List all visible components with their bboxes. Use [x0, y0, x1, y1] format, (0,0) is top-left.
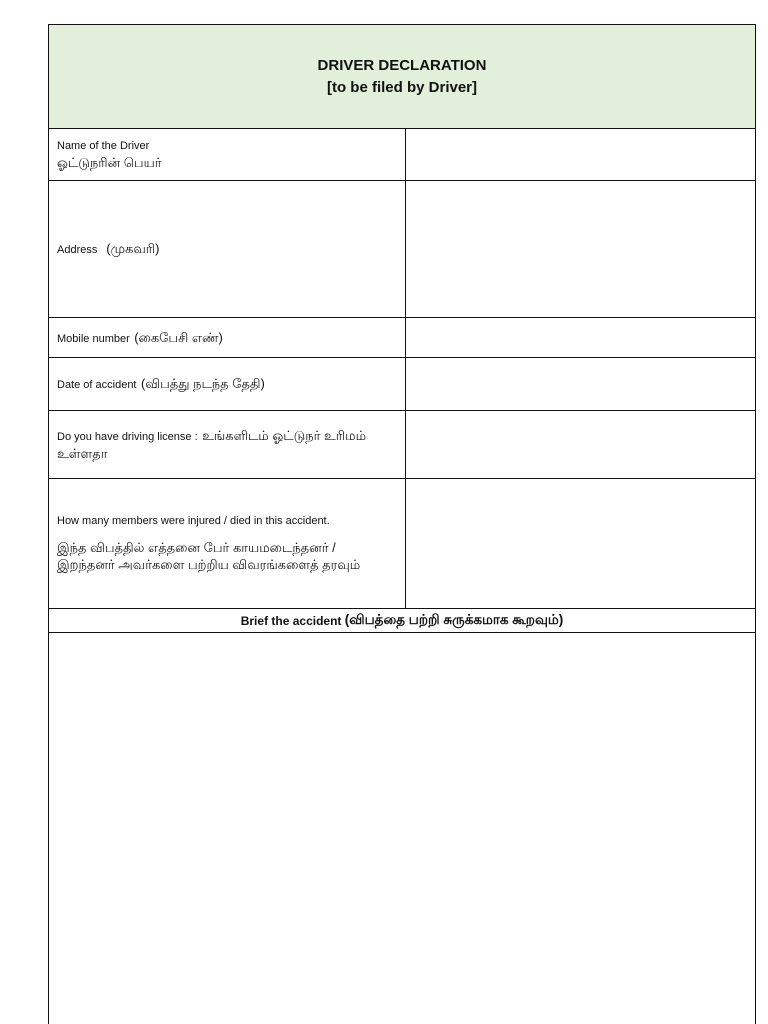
- driver-declaration-form: [48, 24, 756, 1024]
- brief-accident-field[interactable]: [49, 633, 755, 1024]
- row-address: [49, 181, 755, 318]
- casualties-field[interactable]: [406, 479, 755, 608]
- license-label-en: Do you have driving license :: [57, 430, 198, 443]
- brief-accident-header: [49, 609, 755, 633]
- form-title: DRIVER DECLARATION: [317, 56, 487, 74]
- mobile-label: [49, 318, 406, 357]
- mobile-field[interactable]: [406, 318, 755, 357]
- accident-date-field[interactable]: [406, 358, 755, 410]
- brief-header-en: Brief the accident: [240, 613, 342, 628]
- license-label-ta: உங்களிடம் ஓட்டுநர் உரிமம் உள்ளதா: [57, 427, 367, 461]
- driver-name-field[interactable]: [406, 129, 755, 180]
- accident-date-label-en: Date of accident: [57, 379, 137, 391]
- casualties-label-ta: இந்த விபத்தில் எத்தனை பேர் காயமடைந்தனர் / இறந்தனர் அவர்களை பற்றிய விவரங்களைத் தரவும்: [57, 540, 361, 572]
- address-field[interactable]: [406, 181, 755, 317]
- casualties-label: [49, 479, 406, 608]
- mobile-label-ta: (கைபேசி எண்): [134, 329, 223, 345]
- address-label-ta: (முகவரி): [106, 241, 160, 256]
- address-label-en: Address: [57, 244, 98, 256]
- form-subtitle: [to be filed by Driver]: [326, 78, 478, 96]
- driver-name-label-en: Name of the Driver: [57, 139, 150, 152]
- row-accident-date: [49, 358, 755, 411]
- mobile-label-en: Mobile number: [57, 332, 130, 345]
- casualties-label-en: How many members were injured / died in this accident.: [57, 515, 330, 527]
- row-license: [49, 411, 755, 479]
- accident-date-label-ta: (விபத்து நடந்த தேதி): [140, 376, 265, 391]
- form-header: [49, 25, 755, 129]
- accident-date-label: [49, 358, 406, 410]
- row-driver-name: [49, 129, 755, 181]
- row-mobile: [49, 318, 755, 358]
- license-label: [49, 411, 406, 478]
- row-casualties: [49, 479, 755, 609]
- license-field[interactable]: [406, 411, 755, 478]
- driver-name-label: [49, 129, 406, 180]
- address-label: [49, 181, 406, 317]
- driver-name-label-ta: ஓட்டுநரின் பெயர்: [57, 154, 162, 170]
- brief-header-ta: (விபத்தை பற்றி சுருக்கமாக கூறவும்): [344, 611, 564, 627]
